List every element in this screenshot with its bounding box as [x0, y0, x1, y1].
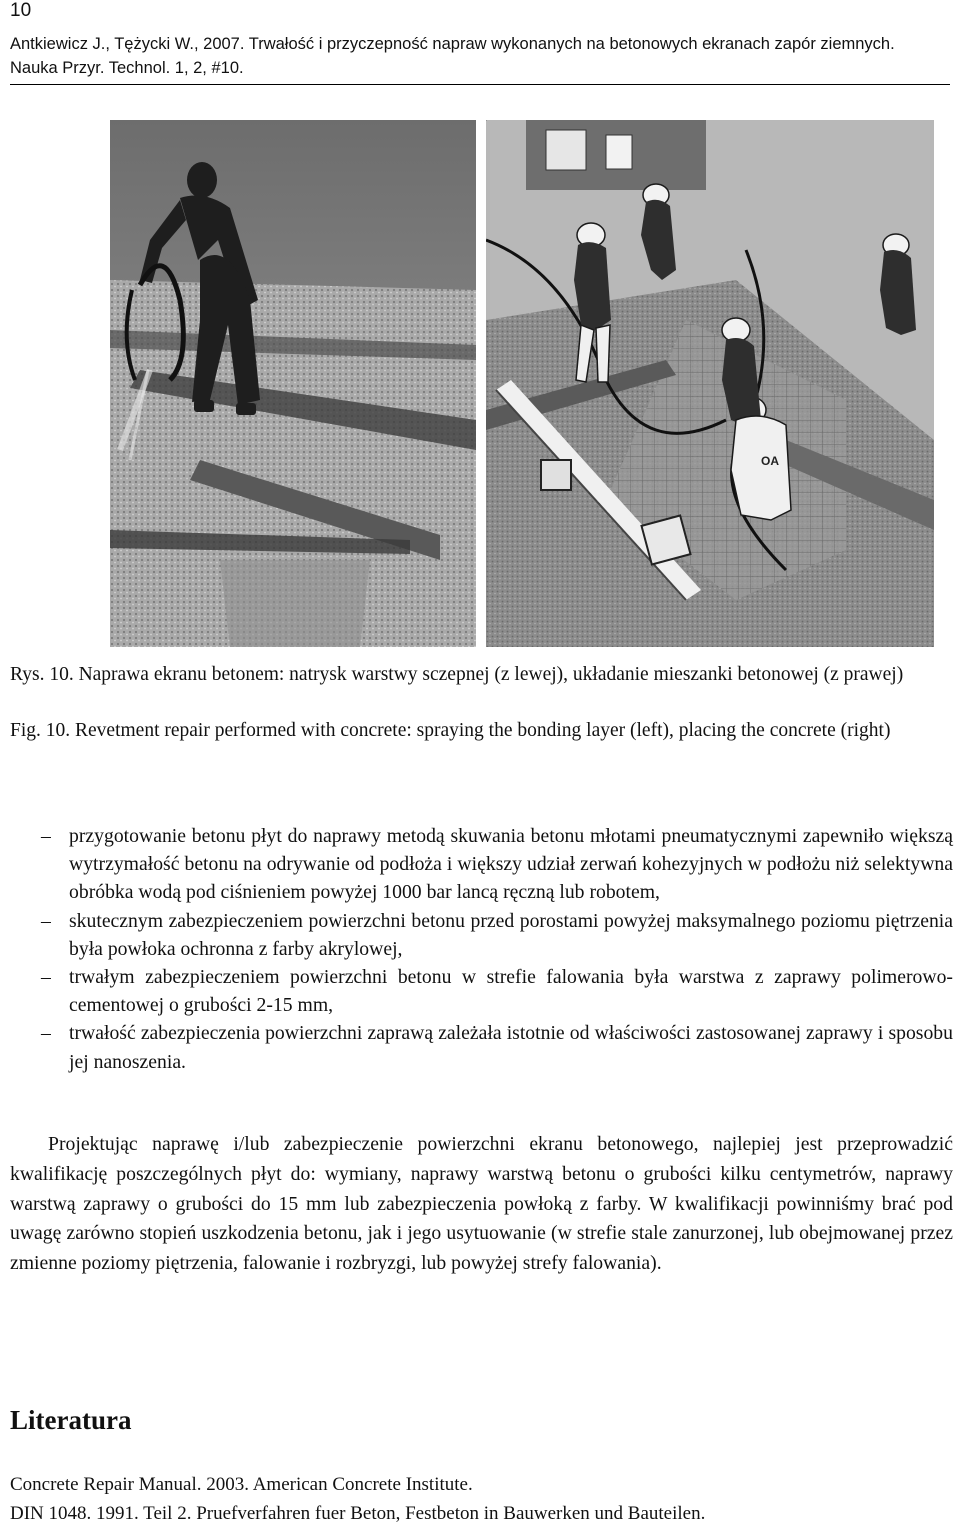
list-item: – trwałość zabezpieczenia powierzchni zaprawą zależała istotnie od właściwości zastosowanej zaprawy i sposobu jej nanoszenia. — [45, 1019, 953, 1075]
list-item: – skutecznym zabezpieczeniem powierzchni betonu przed porostami powyżej maksymalnego poziomu piętrzenia była powłoka ochronna z farby akrylowej, — [45, 907, 953, 963]
list-item: – przygotowanie betonu płyt do naprawy metodą skuwania betonu młotami pneumatycznymi zapewniło większą wytrzymałość betonu na odrywanie od podłoża i większy udział zerwań kohezyjnych w podłożu niż selektywna obróbka wodą pod ciśnieniem powyżej 1000 bar lancą ręczną lub robotem, — [45, 822, 953, 907]
references-list — [10, 1470, 950, 1528]
conclusions-list — [45, 822, 953, 1076]
photo-placing-concrete — [486, 120, 934, 647]
header-rule — [10, 84, 950, 85]
figure-caption-pl: Rys. 10. Naprawa ekranu betonem: natrysk warstwy sczepnej (z lewej), układanie mieszanki betonowej (z prawej) — [10, 664, 904, 685]
shirt-logo-text: OA — [761, 454, 779, 468]
reference-item: DIN 1048. 1991. Teil 2. Pruefverfahren fuer Beton, Festbeton in Bauwerken und Bauteilen. — [10, 1503, 706, 1524]
list-item: – trwałym zabezpieczeniem powierzchni betonu w strefie falowania była warstwa z zaprawy polimerowo-cementowej o grubości 2-15 mm, — [45, 963, 953, 1019]
body-paragraph: Projektując naprawę i/lub zabezpieczenie powierzchni ekranu betonowego, najlepiej jest przeprowadzić kwalifikację poszczególnych płyt do: wymiany, naprawy warstwą betonu o grubości kilku centymetrów, naprawy warstwą zaprawy o grubości do 15 mm lub zabezpieczenia powłoką z farby. W kwalifikacji powinniśmy brać pod uwagę zarówno stopień uszkodzenia betonu, jak i jego usytuowanie (w strefie stale zanurzonej, lub obejmowanej przez zmienne poziomy piętrzenia, falowanie i rozbryzgi, lub powyżej strefy falowania). — [10, 1133, 953, 1275]
photo-spraying-bonding-layer — [110, 120, 476, 647]
reference-item: Concrete Repair Manual. 2003. American Concrete Institute. — [10, 1474, 473, 1495]
page-number: 10 — [10, 0, 32, 21]
section-heading-literatura: Literatura — [10, 1405, 132, 1435]
running-head: Antkiewicz J., Tężycki W., 2007. Trwałość i przyczepność napraw wykonanych na betonowych ekranach zapór ziemnych. Nauka Przyr. Technol. 1, 2, #10. — [10, 35, 895, 77]
figure-caption-en: Fig. 10. Revetment repair performed with concrete: spraying the bonding layer (left), placing the concrete (right) — [10, 720, 891, 741]
